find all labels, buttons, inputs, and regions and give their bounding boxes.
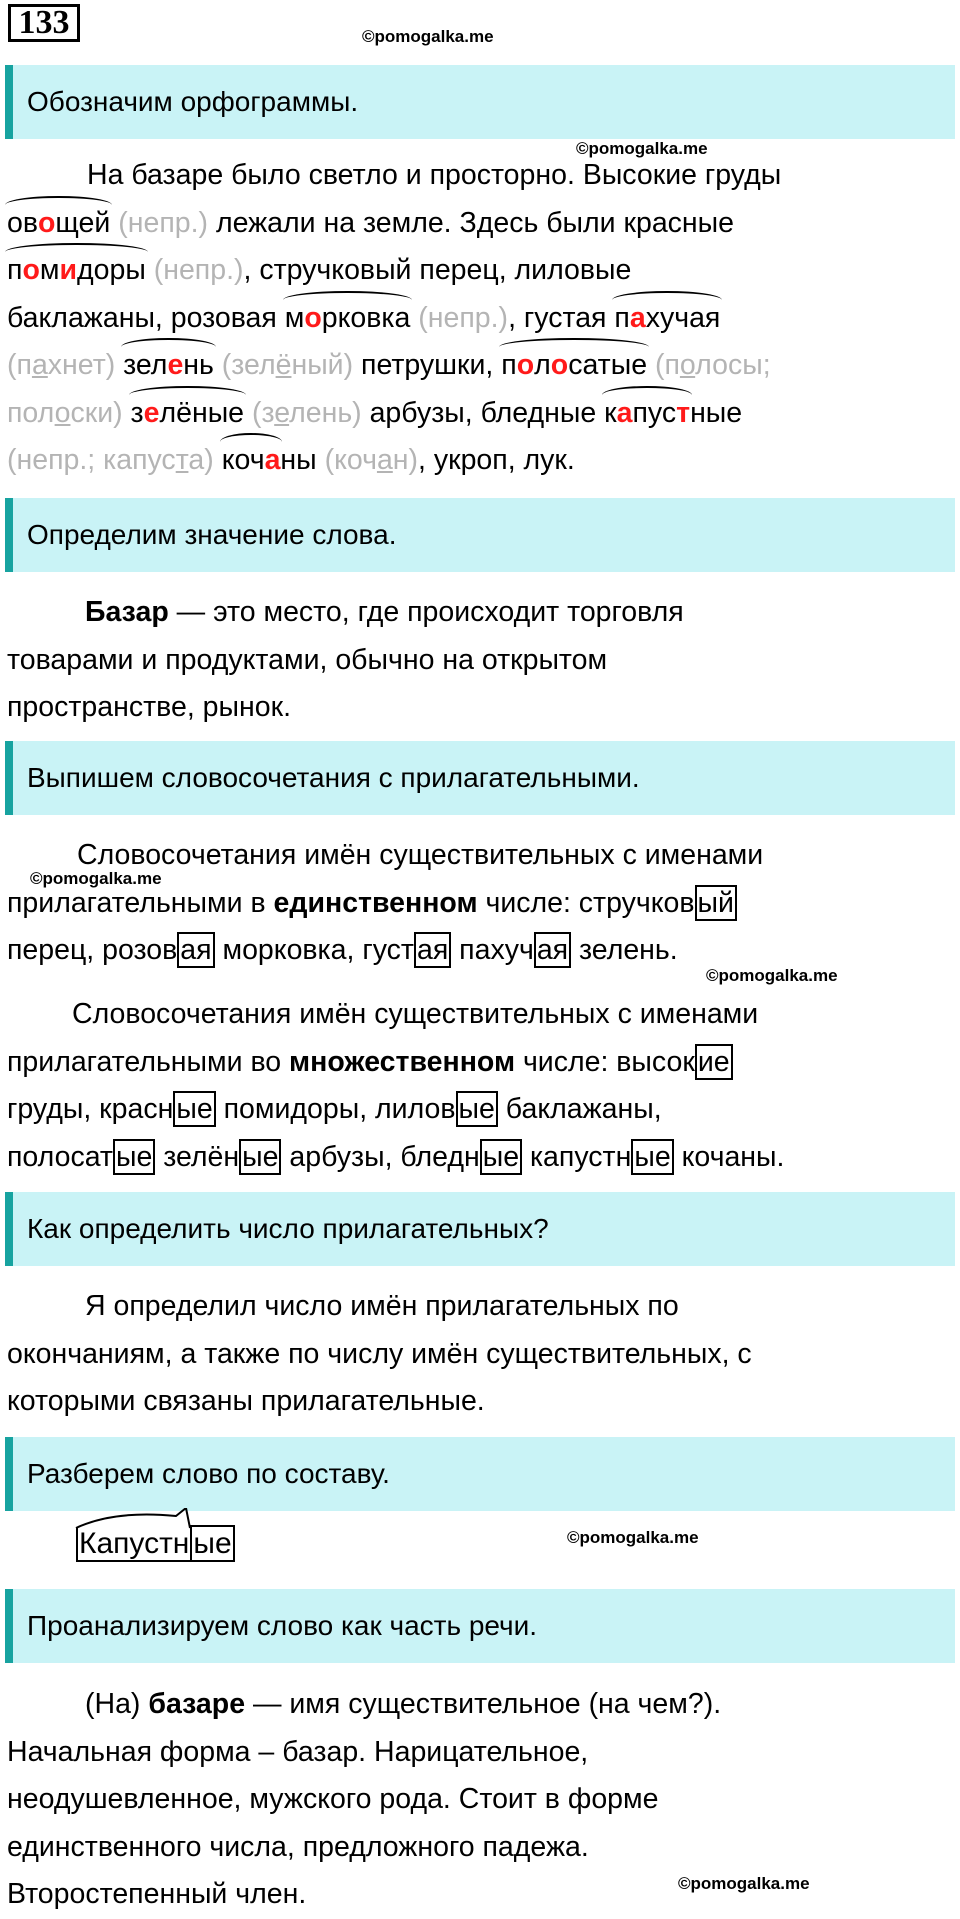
paragraph-number — [7, 1283, 952, 1426]
root-arc: помидоры — [7, 247, 146, 295]
watermark: ©pomogalka.me — [30, 869, 162, 888]
text-line: перец, розов ая морковка, густ ая пахуч ая зелень. — [7, 934, 678, 966]
text-line: Начальная форма – базар. Нарицательное, — [7, 1735, 589, 1768]
paragraph-part-of-speech — [7, 1681, 952, 1919]
text-line: баклажаны, розовая морковка (непр.), густая пахучая — [7, 295, 952, 343]
ending-box: ые — [480, 1139, 522, 1175]
text-line: груды, красн ые помидоры, лилов ые баклажаны, — [7, 1093, 662, 1125]
section-header-number: Как определить число прилагательных? — [5, 1192, 955, 1266]
text-line: товарами и продуктами, обычно на открытом — [7, 643, 608, 676]
text-line: овощей (непр.) лежали на земле. Здесь были красные — [7, 200, 952, 248]
text-line: (На) базаре — имя существительное (на чем?). — [85, 1688, 722, 1720]
ending-box: ые — [190, 1525, 234, 1562]
section-header-part-of-speech: Проанализируем слово как часть речи. — [5, 1589, 955, 1663]
watermark: ©pomogalka.me — [678, 1874, 810, 1893]
text-line: окончаниям, а также по числу имён существительных, с — [7, 1337, 752, 1370]
root-arc: морковка — [285, 295, 411, 343]
paragraph-meaning — [7, 589, 952, 732]
watermark: ©pomogalka.me — [362, 27, 494, 46]
ending-box: ая — [414, 932, 451, 968]
text-line: полоски) зелёные (зелень) арбузы, бледные капустные — [7, 390, 952, 438]
text-line: единственного числа, предложного падежа. — [7, 1830, 589, 1863]
text-line: Словосочетания имён существительных с именами — [72, 998, 759, 1030]
root-arc — [74, 1508, 192, 1530]
text-line: Я определил число имён прилагательных по — [85, 1290, 679, 1322]
ending-box: ая — [534, 932, 571, 968]
root-arc: капуст — [604, 390, 690, 438]
text-line: пространстве, рынок. — [7, 691, 291, 723]
watermark: ©pomogalka.me — [576, 139, 708, 158]
watermark: ©pomogalka.me — [706, 966, 838, 985]
text-line: полосат ые зелён ые арбузы, бледн ые капустн ые кочаны. — [7, 1140, 785, 1173]
text-line: помидоры (непр.), стручковый перец, лиловые — [7, 247, 952, 295]
section-header-phrases: Выпишем словосочетания с прилагательными. — [5, 741, 955, 815]
paragraph-singular — [7, 832, 952, 975]
ending-box: ый — [695, 885, 737, 921]
root-arc: коча — [222, 437, 281, 485]
text-line: Второстепенный член. — [7, 1878, 307, 1910]
root-arc: овощей — [7, 200, 110, 248]
ending-box: ые — [456, 1091, 498, 1127]
text-line: Словосочетания имён существительных с именами — [77, 839, 764, 871]
text-line: Базар — это место, где происходит торговля — [85, 596, 684, 628]
section-header-morphemes: Разберем слово по составу. — [5, 1437, 955, 1511]
ending-box: ые — [113, 1139, 155, 1175]
text-line: На базаре было светло и просторно. Высокие груды — [87, 159, 782, 191]
section-header-orthograms: Обозначим орфограммы. — [5, 65, 955, 139]
text-line: неодушевленное, мужского рода. Стоит в форме — [7, 1783, 659, 1815]
ending-box: ая — [177, 932, 214, 968]
text-line: прилагательными в единственном числе: стручков ый — [7, 880, 952, 928]
paragraph-orthograms — [7, 152, 952, 485]
exercise-number: 133 — [8, 4, 80, 42]
text-line: (непр.; капуста) кочаны (кочан), укроп, лук. — [7, 437, 952, 485]
word-morpheme-parse — [76, 1524, 235, 1564]
text-line: которыми связаны прилагательные. — [7, 1385, 485, 1417]
root-arc: зелень — [123, 342, 214, 390]
root-arc: пахучая — [614, 295, 720, 343]
ending-box: ые — [173, 1091, 215, 1127]
word-stem: Капустн — [76, 1524, 190, 1564]
root-arc: полосатые — [501, 342, 647, 390]
ending-box: ые — [239, 1139, 281, 1175]
ending-box: ие — [695, 1044, 733, 1080]
root-arc: зелёные — [131, 390, 245, 438]
section-header-meaning: Определим значение слова. — [5, 498, 955, 572]
paragraph-plural — [7, 991, 952, 1181]
text-line: прилагательными во множественном числе: высок ие — [7, 1039, 952, 1087]
watermark: ©pomogalka.me — [567, 1528, 699, 1547]
ending-box: ые — [631, 1139, 673, 1175]
text-line: (пахнет) зелень (зелёный) петрушки, полосатые (полосы; — [7, 342, 952, 390]
